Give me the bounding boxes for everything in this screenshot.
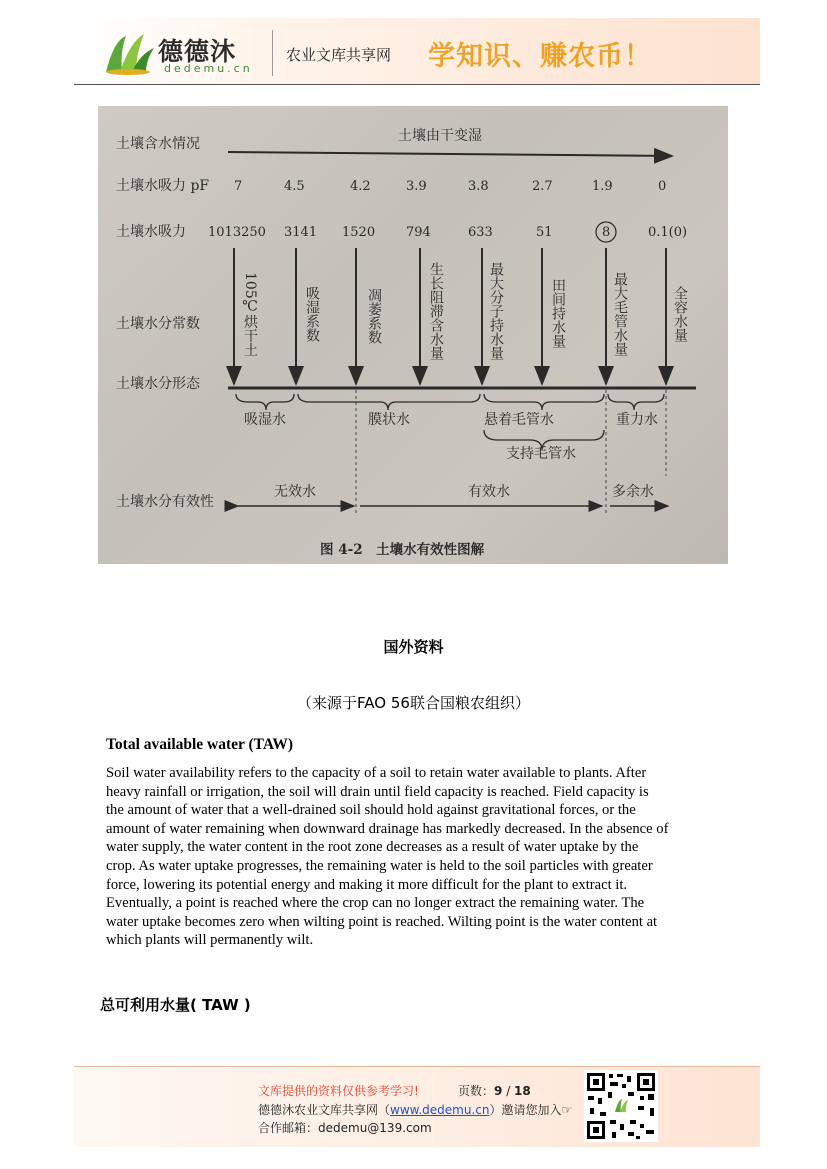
availability-label: 多余水 [612,484,654,500]
constant-label: 吸湿系数 [304,286,320,342]
excerpt-line: force, lowering its potential energy and making it more difficult for the plant to extract it. [106,876,628,893]
row-label-forms: 土壤水分形态 [116,376,200,392]
excerpt-line: Soil water availability refers to the capacity of a soil to retain water available to plants. After [106,765,647,781]
constant-label: 105℃烘干土 [242,272,258,357]
page-label: 页数： [458,1084,495,1098]
constant-label: 生长阻滞含水量 [428,262,444,360]
excerpt-paragraph [106,764,720,950]
logo-text-cn: 德德沐 [158,37,237,66]
brace [484,394,604,410]
row-label-constants: 土壤水分常数 [116,316,200,332]
suction-value: 794 [406,225,431,240]
suction-value: 8 [602,225,611,240]
header-rule [74,84,760,85]
footer-site-prefix: 德德沐农业文库共享网（ [258,1103,391,1117]
header-divider [272,30,273,76]
footer-email[interactable]: 合作邮箱：dedemu@139.com [258,1121,432,1135]
slogan: 学知识、赚农币！ [428,41,652,72]
footer-site-link[interactable]: www.dedemu.cn [390,1103,490,1117]
page-total: 18 [514,1084,531,1098]
leaf-logo-icon [100,32,156,76]
water-form-label: 悬着毛管水 [484,412,554,428]
excerpt-line: which plants will permanently wilt. [106,932,314,949]
excerpt-title: Total available water (TAW) [106,736,293,753]
figure-caption: 图 4-2 土壤水有效性图解 [320,542,485,558]
excerpt-line: crop. As water uptake progresses, the remaining water is held to the soil particles with greater [106,857,653,874]
excerpt-line: water supply, the water content in the root zone decreases as a result of water uptake by the [106,839,639,856]
brace [236,394,294,410]
page-current: 9 [494,1084,503,1098]
water-form-label: 膜状水 [368,412,410,428]
pf-value: 3.8 [468,179,489,194]
water-form-label: 支持毛管水 [506,446,576,462]
logo-text-en: dedemu.cn [164,62,253,75]
site-name[interactable]: 农业文库共享网 [286,46,392,64]
direction-label: 土壤由干变湿 [398,128,482,144]
section-title: 国外资料 [383,638,444,656]
taw-heading: 总可利用水量( TAW ) [100,996,251,1014]
source-note: （来源于FAO 56联合国粮农组织） [297,694,530,712]
page-indicator [458,1082,531,1099]
availability-label: 无效水 [274,484,316,500]
row-label-availability: 土壤水分有效性 [116,494,214,510]
qr-code-icon[interactable] [584,1070,658,1142]
pf-value: 7 [234,179,243,194]
availability-label: 有效水 [468,484,510,500]
constant-label: 最大毛管水量 [612,272,628,356]
water-form-label: 重力水 [616,412,658,428]
pf-value: 0 [658,179,667,194]
pf-value: 2.7 [532,179,553,194]
brace [298,394,480,410]
excerpt-line: amount of water remaining when downward drainage has markedly decreased. In the absence of [106,820,669,837]
soil-water-diagram [98,106,728,564]
footer-site-suffix: ）邀请您加入☞ [489,1103,573,1117]
excerpt-line: the amount of water that a well-drained soil should hold against gravitational forces, or the [106,802,636,819]
excerpt-line: heavy rainfall or irrigation, the soil will drain until field capacity is reached. Field capacity is [106,783,649,800]
direction-arrow [228,152,672,156]
constant-label: 全容水量 [672,286,688,342]
suction-value: 0.1(0) [648,225,688,240]
suction-value: 1520 [342,225,376,240]
excerpt-line: Eventually, a point is reached where the crop can no longer extract the remaining water. The [106,895,645,912]
site-logo[interactable] [100,28,260,78]
pf-value: 1.9 [592,179,613,194]
footer-notice: 文库提供的资料仅供参考学习! [258,1084,419,1098]
suction-value: 1013250 [208,225,266,240]
pf-value: 4.5 [284,179,305,194]
pf-value: 4.2 [350,179,371,194]
suction-value: 633 [468,225,493,240]
row-label-condition: 土壤含水情况 [116,136,200,152]
suction-value: 51 [536,225,553,240]
diagram-svg [98,106,728,564]
pf-value: 3.9 [406,179,427,194]
footer-site-line [258,1101,572,1118]
water-form-label: 吸湿水 [244,412,286,428]
constant-label: 田间持水量 [550,278,566,348]
suction-value: 3141 [284,225,318,240]
row-label-suction: 土壤水吸力 [116,224,186,240]
english-excerpt [106,736,720,950]
excerpt-line: water uptake becomes zero when wilting point is reached. Wilting point is the water content at [106,913,658,930]
brace [608,394,664,410]
page-separator: / [502,1084,515,1098]
row-label-pf: 土壤水吸力 pF [116,178,210,194]
constant-label: 最大分子持水量 [488,262,504,360]
constant-label: 凋萎系数 [366,288,382,344]
